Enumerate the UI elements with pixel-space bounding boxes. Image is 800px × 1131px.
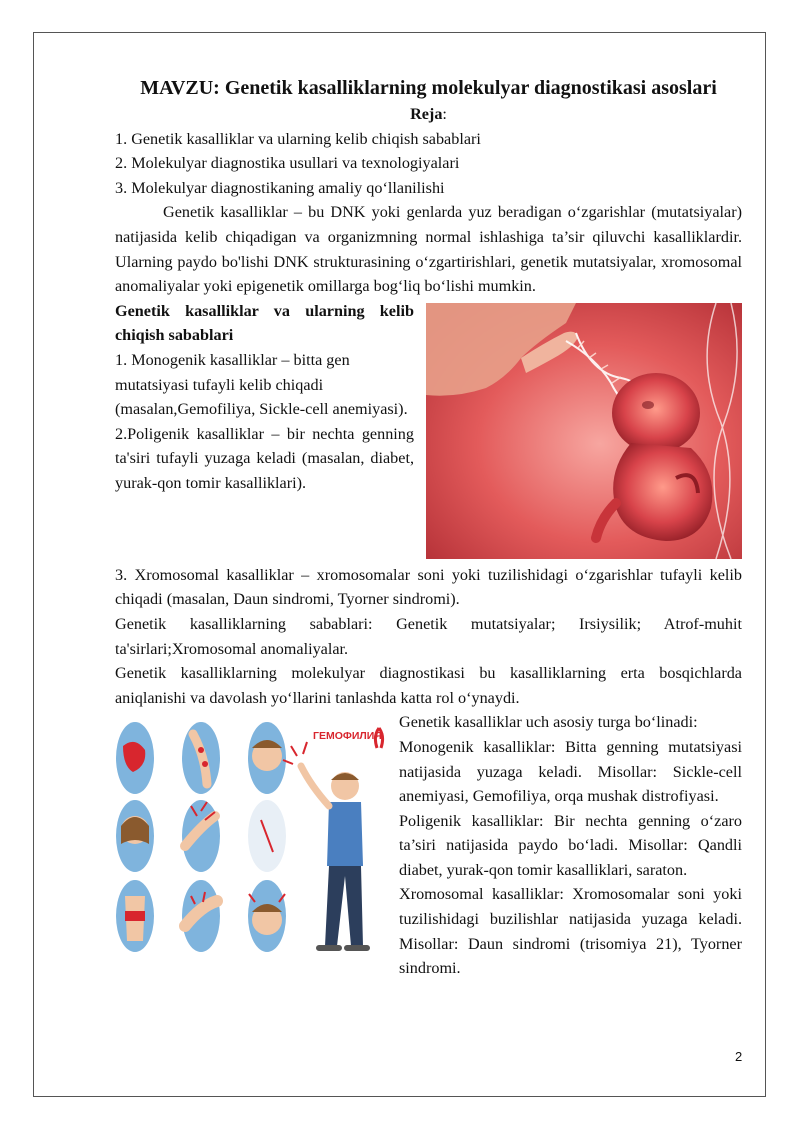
item-polygenic: 2.Poligenik kasalliklar – bir nechta genning ta'siri tufayli yuzaga keladi (masalan, diabet, yurak-qon tomir kasalliklari). [115,424,414,492]
plan-colon: : [442,105,447,123]
importance-paragraph: Genetik kasalliklarning molekulyar diagnostikasi bu kasalliklarning erta bosqichlarda aniqlanishi va davolash yo‘llarini tanlashda katta rol o‘ynaydi. [115,664,742,707]
plan-item-2: 2. Molekulyar diagnostika usullari va texnologiyalari [115,154,460,173]
embryo-dna-image [426,303,742,559]
plan-item-3: 3. Molekulyar diagnostikaning amaliy qo‘llanilishi [115,178,445,197]
plan-label: Reja [410,105,443,123]
document-body [115,74,742,986]
section-heading: Genetik kasalliklar va ularning kelib chiqish sabablari [115,301,414,345]
type-polygenic: Poligenik kasalliklar: Bir nechta genning o‘zaro ta’siri natijasida paydo bo‘ladi. Misollar: Qandli diabet, yurak-qon tomir kasalliklari, saraton. [399,811,742,879]
plan-item-1: 1. Genetik kasalliklar va ularning kelib chiqish sabablari [115,129,481,148]
types-intro: Genetik kasalliklar uch asosiy turga bo‘linadi: [399,713,698,732]
intro-paragraph: Genetik kasalliklar – bu DNK yoki genlarda yuz beradigan o‘zgarishlar (mutatsiyalar) natijasida kelib chiqadigan va organizmning normal ishlashiga ta’sir qiluvchi kasalliklardir. Ularning paydo bo'lishi DNK strukturasining o‘zgartirishlari, genetik mutatsiyalar, xromosomal anomaliyalar yoki epigenetik omillarga bog‘liq bo‘lishi mumkin. [115,203,742,296]
hemophilia-label: ГЕМОФИЛИЯ [313,730,382,743]
type-chromosomal: Xromosomal kasalliklar: Xromosomalar soni yoki tuzilishidagi buzilishlar natijasida yuzaga keladi. Misollar: Daun sindromi (trisomiya 21), Tyorner sindromi. [399,885,742,978]
page-title: MAVZU: Genetik kasalliklarning molekulyar diagnostikasi asoslari [140,77,717,99]
item-monogenic: 1. Monogenik kasalliklar – bitta gen mutatsiyasi tufayli kelib chiqadi (masalan,Gemofiliya, Sickle-cell anemiyasi). [115,350,408,419]
page-number: 2 [735,1049,743,1064]
causes-paragraph: Genetik kasalliklarning sabablari: Genetik mutatsiyalar; Irsiysilik; Atrof-muhit ta'sirlari;Xromosomal anomaliyalar. [115,614,742,658]
plan-heading [115,102,742,127]
type-monogenic: Monogenik kasalliklar: Bitta genning mutatsiyasi natijasida yuzaga keladi. Misollar: Sickle-cell anemiyasi, Gemofiliya, orqa mushak distrofiyasi. [399,737,742,806]
hemophilia-illustration [115,716,387,982]
item-chromosomal: 3. Xromosomal kasalliklar – xromosomalar soni yoki tuzilishidagi o‘zgarishlar tufayli kelib chiqadi (masalan, Daun sindromi, Tyorner sindromi). [115,565,742,609]
